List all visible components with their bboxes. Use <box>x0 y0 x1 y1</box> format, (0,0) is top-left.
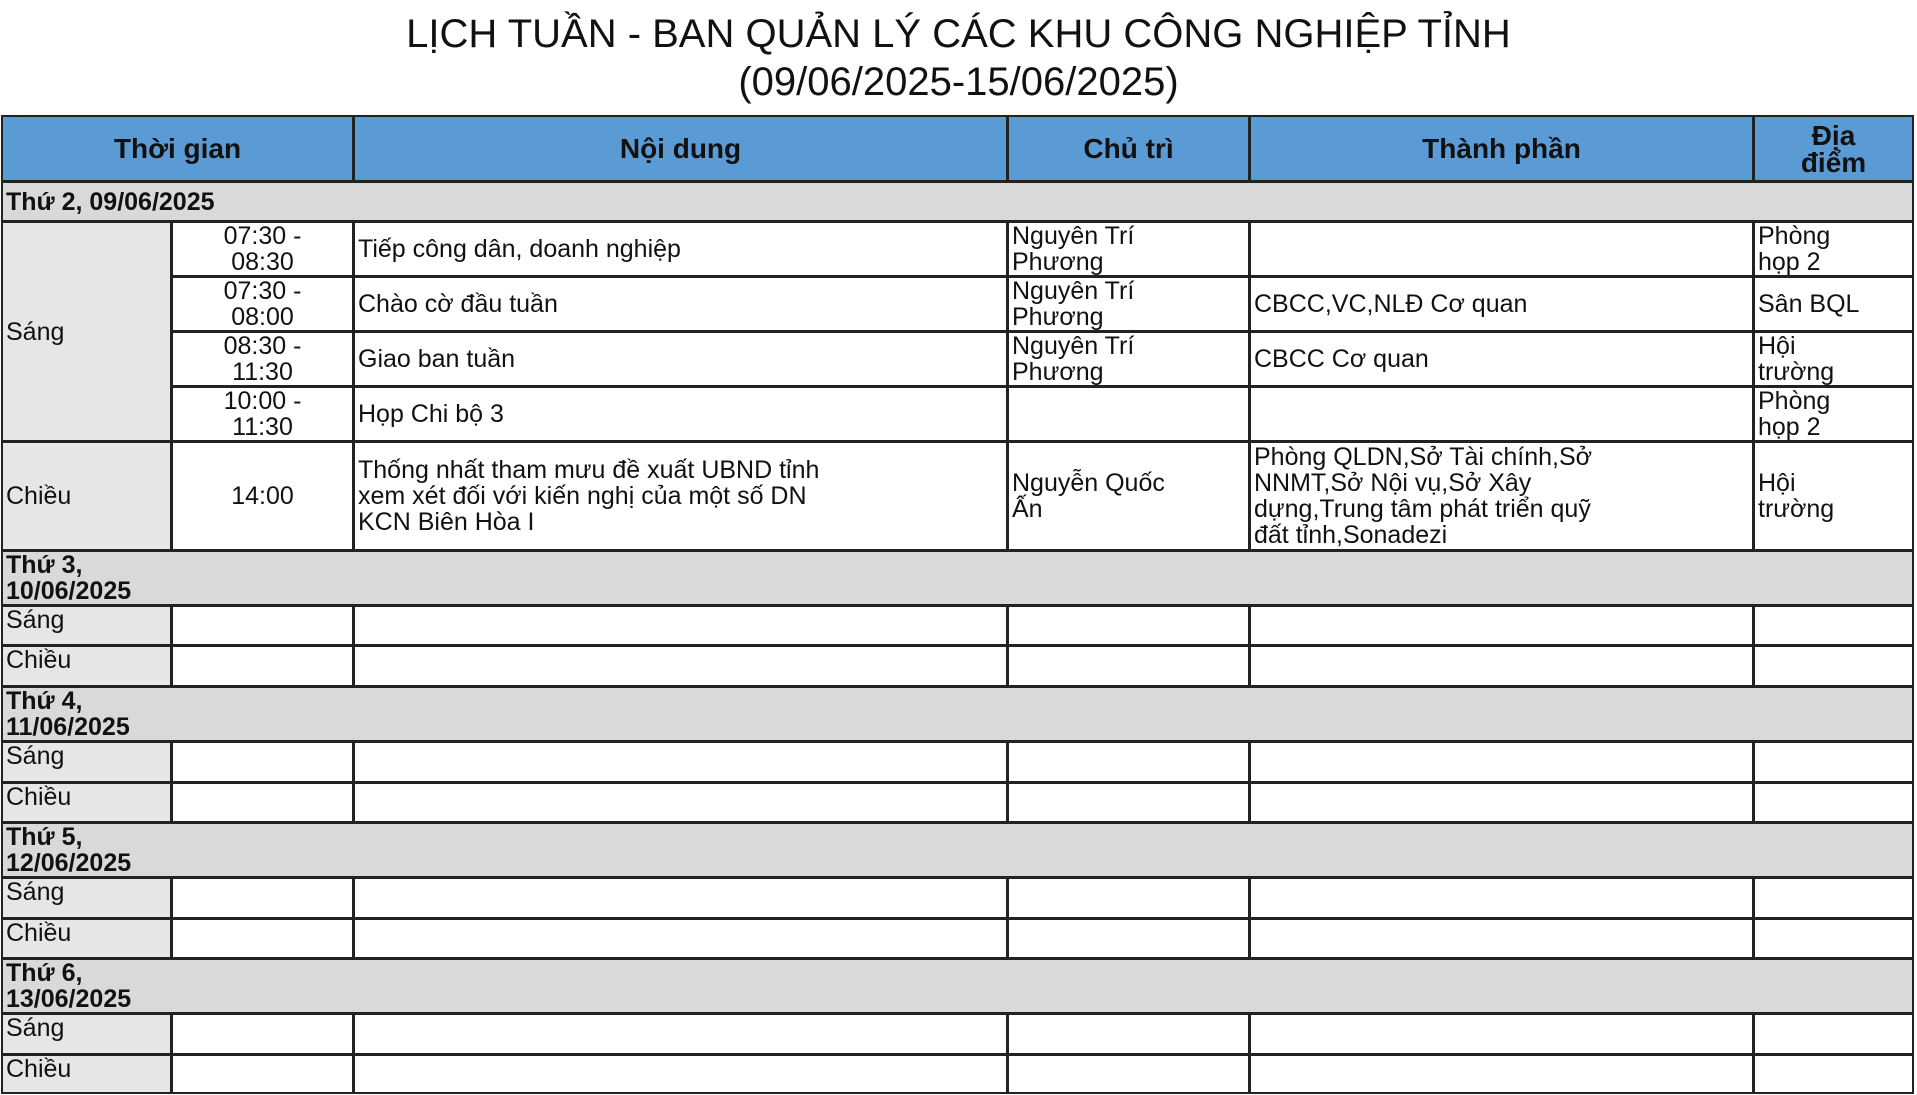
empty-cell <box>1753 1013 1914 1055</box>
empty-cell <box>1007 645 1250 687</box>
empty-cell <box>171 605 354 646</box>
empty-cell <box>1249 782 1754 823</box>
event-content: Tiếp công dân, doanh nghiệp <box>353 221 1008 277</box>
page-title: LỊCH TUẦN - BAN QUẢN LÝ CÁC KHU CÔNG NGHIỆP TỈNH <box>406 12 1511 56</box>
empty-cell <box>353 1054 1008 1094</box>
session-afternoon: Chiều <box>1 1054 172 1094</box>
empty-cell <box>353 645 1008 687</box>
event-participants: CBCC Cơ quan <box>1249 331 1754 387</box>
empty-cell <box>1007 1054 1250 1094</box>
header-participants: Thành phần <box>1249 115 1754 182</box>
event-content: Thống nhất tham mưu đề xuất UBND tỉnh xem xét đối với kiến nghị của một số DN KCN Biên Hòa I <box>353 441 1008 551</box>
header-time: Thời gian <box>1 115 354 182</box>
empty-cell <box>1249 877 1754 919</box>
event-location: Sân BQL <box>1753 276 1914 332</box>
empty-cell <box>1007 1013 1250 1055</box>
event-time: 14:00 <box>171 441 354 551</box>
empty-cell <box>1753 782 1914 823</box>
empty-cell <box>353 877 1008 919</box>
session-morning: Sáng <box>1 221 172 442</box>
session-afternoon: Chiều <box>1 918 172 959</box>
header-chair: Chủ trì <box>1007 115 1250 182</box>
day-header-wednesday: Thứ 4, 11/06/2025 <box>1 686 1914 742</box>
session-afternoon: Chiều <box>1 645 172 687</box>
event-chair: Nguyên Trí Phương <box>1007 331 1250 387</box>
event-content: Chào cờ đầu tuần <box>353 276 1008 332</box>
empty-cell <box>171 782 354 823</box>
empty-cell <box>1249 1054 1754 1094</box>
empty-cell <box>1753 877 1914 919</box>
event-participants <box>1249 386 1754 442</box>
empty-cell <box>171 741 354 783</box>
empty-cell <box>1007 877 1250 919</box>
event-chair: Nguyên Trí Phương <box>1007 221 1250 277</box>
day-header-tuesday: Thứ 3, 10/06/2025 <box>1 550 1914 606</box>
session-afternoon: Chiều <box>1 441 172 551</box>
event-content: Họp Chi bộ 3 <box>353 386 1008 442</box>
empty-cell <box>353 741 1008 783</box>
empty-cell <box>1249 1013 1754 1055</box>
empty-cell <box>353 1013 1008 1055</box>
empty-cell <box>1753 605 1914 646</box>
empty-cell <box>1249 918 1754 959</box>
event-participants: CBCC,VC,NLĐ Cơ quan <box>1249 276 1754 332</box>
empty-cell <box>171 1013 354 1055</box>
empty-cell <box>1007 918 1250 959</box>
event-participants <box>1249 221 1754 277</box>
empty-cell <box>1753 741 1914 783</box>
header-content: Nội dung <box>353 115 1008 182</box>
session-morning: Sáng <box>1 1013 172 1055</box>
event-location: Phòng họp 2 <box>1753 221 1914 277</box>
empty-cell <box>1249 605 1754 646</box>
session-morning: Sáng <box>1 877 172 919</box>
event-participants: Phòng QLDN,Sở Tài chính,Sở NNMT,Sở Nội vụ,Sở Xây dựng,Trung tâm phát triển quỹ đất tỉnh,Sonadezi <box>1249 441 1754 551</box>
event-location: Hội trường <box>1753 441 1914 551</box>
session-morning: Sáng <box>1 741 172 783</box>
event-chair: Nguyên Trí Phương <box>1007 276 1250 332</box>
empty-cell <box>353 782 1008 823</box>
event-location: Hội trường <box>1753 331 1914 387</box>
empty-cell <box>1753 645 1914 687</box>
day-header-friday: Thứ 6, 13/06/2025 <box>1 958 1914 1014</box>
empty-cell <box>1249 645 1754 687</box>
session-morning: Sáng <box>1 605 172 646</box>
empty-cell <box>171 1054 354 1094</box>
header-location: Địa điểm <box>1753 115 1914 182</box>
event-time: 10:00 - 11:30 <box>171 386 354 442</box>
day-header-thursday: Thứ 5, 12/06/2025 <box>1 822 1914 878</box>
event-time: 08:30 - 11:30 <box>171 331 354 387</box>
empty-cell <box>171 877 354 919</box>
empty-cell <box>1753 1054 1914 1094</box>
day-header-monday: Thứ 2, 09/06/2025 <box>1 181 1914 222</box>
empty-cell <box>171 918 354 959</box>
event-time: 07:30 - 08:30 <box>171 221 354 277</box>
empty-cell <box>353 605 1008 646</box>
event-content: Giao ban tuần <box>353 331 1008 387</box>
event-chair <box>1007 386 1250 442</box>
date-range: (09/06/2025-15/06/2025) <box>738 60 1179 104</box>
event-time: 07:30 - 08:00 <box>171 276 354 332</box>
event-chair: Nguyễn Quốc Ấn <box>1007 441 1250 551</box>
empty-cell <box>1007 605 1250 646</box>
empty-cell <box>1249 741 1754 783</box>
empty-cell <box>1007 741 1250 783</box>
empty-cell <box>1753 918 1914 959</box>
event-location: Phòng họp 2 <box>1753 386 1914 442</box>
empty-cell <box>353 918 1008 959</box>
empty-cell <box>171 645 354 687</box>
empty-cell <box>1007 782 1250 823</box>
session-afternoon: Chiều <box>1 782 172 823</box>
